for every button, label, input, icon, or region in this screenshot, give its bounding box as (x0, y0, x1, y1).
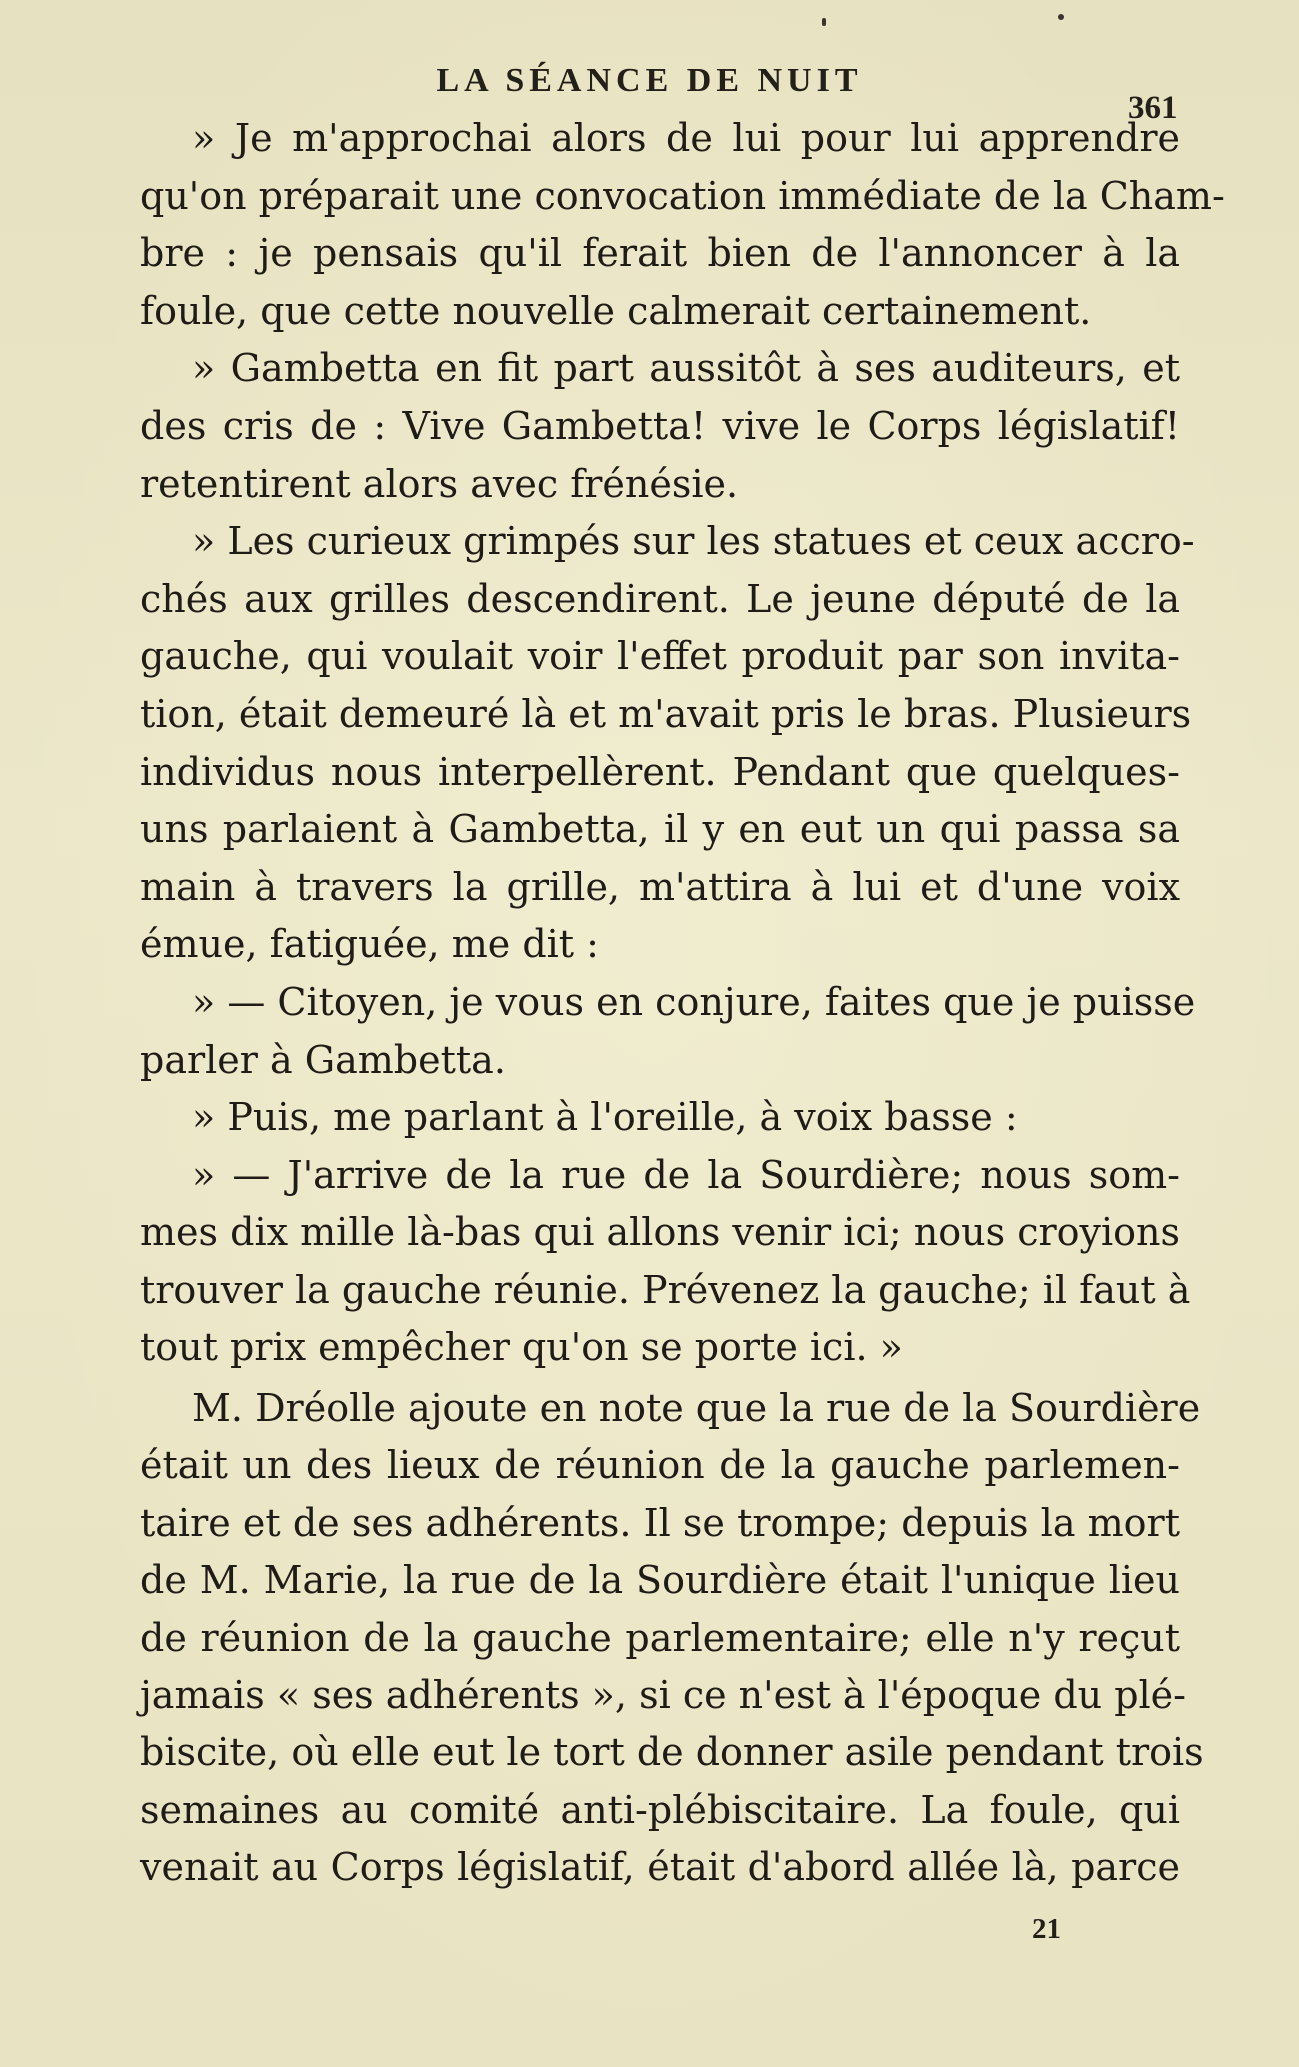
text-line: tion, était demeuré là et m'avait pris le bras. Plusieurs (140, 691, 1192, 736)
text-line: » — Citoyen, je vous en conjure, faites que je puisse (192, 979, 1196, 1024)
author-commentary (140, 1380, 1204, 1897)
text-line: venait au Corps législatif, était d'abord allée là, parce (140, 1845, 1180, 1890)
ink-speck (822, 18, 826, 26)
text-line: individus nous interpellèrent. Pendant que quelques- (140, 749, 1180, 794)
running-title: LA SÉANCE DE NUIT (436, 62, 863, 99)
text-line: qu'on préparait une convocation immédiate de la Cham- (140, 173, 1225, 218)
text-line: semaines au comité anti-plébiscitaire. La foule, qui (140, 1787, 1180, 1832)
text-line: était un des lieux de réunion de la gauche parlemen- (140, 1443, 1180, 1488)
text-line: foule, que cette nouvelle calmerait certainement. (140, 288, 1092, 333)
text-line: » Gambetta en fit part aussitôt à ses auditeurs, et (192, 346, 1180, 391)
text-line: des cris de : Vive Gambetta! vive le Corps législatif! (140, 403, 1180, 448)
text-line: mes dix mille là-bas qui allons venir ici; nous croyions (140, 1210, 1180, 1255)
text-line: taire et de ses adhérents. Il se trompe; depuis la mort (140, 1500, 1180, 1545)
text-line: de réunion de la gauche parlementaire; elle n'y reçut (140, 1615, 1180, 1660)
text-line: chés aux grilles descendirent. Le jeune député de la (140, 576, 1180, 621)
text-line: tout prix empêcher qu'on se porte ici. » (140, 1325, 903, 1370)
signature-mark: 21 (1032, 1913, 1061, 1945)
text-line: main à travers la grille, m'attira à lui et d'une voix (140, 864, 1180, 909)
text-line: retentirent alors avec frénésie. (140, 461, 739, 506)
text-line: gauche, qui voulait voir l'effet produit par son invita- (140, 634, 1180, 679)
text-line: biscite, où elle eut le tort de donner asile pendant trois (140, 1730, 1204, 1775)
text-line: bre : je pensais qu'il ferait bien de l'annoncer à la (140, 231, 1180, 276)
text-line: uns parlaient à Gambetta, il y en eut un qui passa sa (140, 807, 1180, 852)
text-line: » — J'arrive de la rue de la Sourdière; nous som- (192, 1152, 1180, 1197)
text-line: émue, fatiguée, me dit : (140, 922, 599, 967)
page-number: 361 (1128, 90, 1178, 126)
quoted-narrative (140, 110, 1225, 1377)
text-line: » Puis, me parlant à l'oreille, à voix basse : (192, 1095, 1018, 1140)
text-line: parler à Gambetta. (140, 1037, 506, 1082)
text-line: » Les curieux grimpés sur les statues et ceux accro- (192, 519, 1195, 564)
text-line: de M. Marie, la rue de la Sourdière était l'unique lieu (140, 1558, 1180, 1603)
text-line: M. Dréolle ajoute en note que la rue de la Sourdière (192, 1386, 1201, 1430)
ink-speck (1058, 14, 1064, 20)
text-line: trouver la gauche réunie. Prévenez la gauche; il faut à (140, 1267, 1191, 1312)
text-line: jamais « ses adhérents », si ce n'est à l'époque du plé- (140, 1672, 1187, 1717)
text-line: » Je m'approchai alors de lui pour lui apprendre (192, 116, 1180, 160)
